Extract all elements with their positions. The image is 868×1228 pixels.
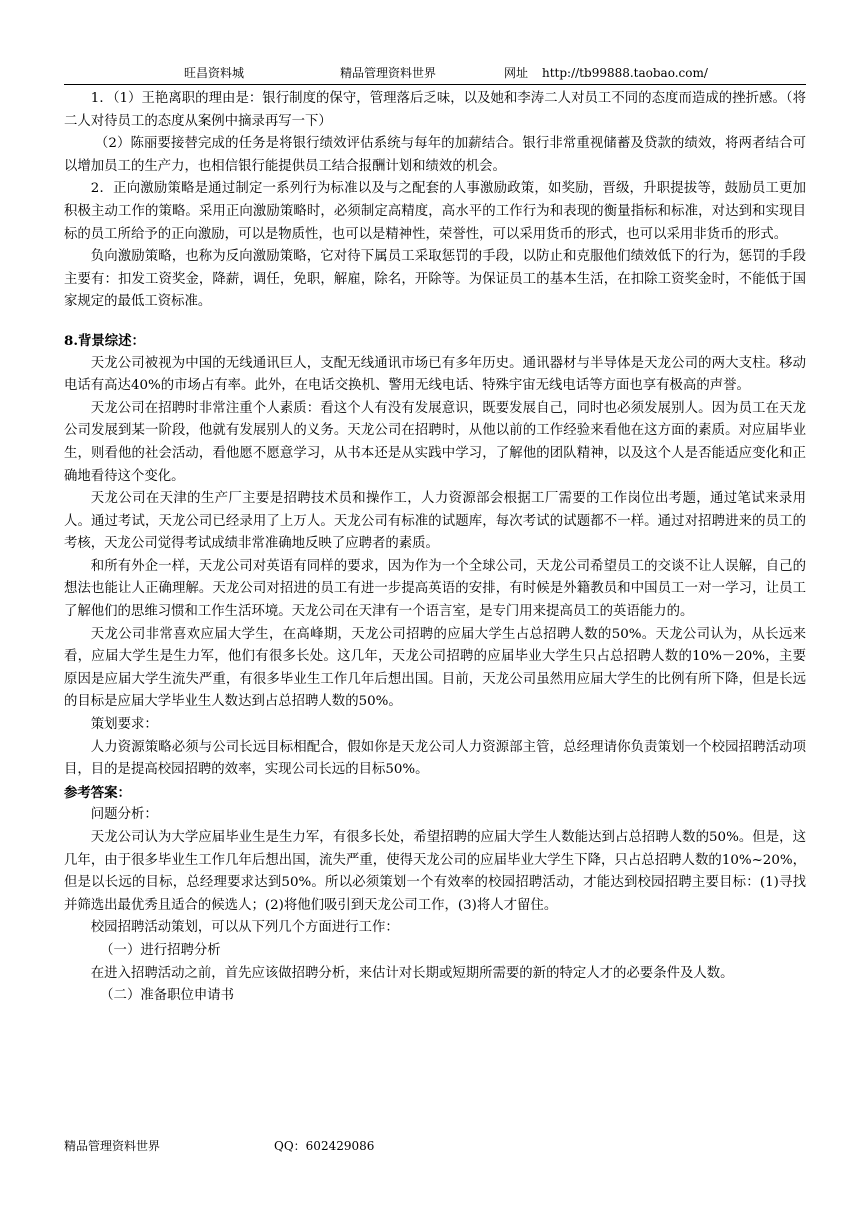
paragraph: 天龙公司认为大学应届毕业生是生力军，有很多长处，希望招聘的应届大学生人数能达到占总招聘人数的50%。但是，这几年，由于很多毕业生工作几年后想出国，流失严重，使得天龙公司的应届毕业大学生下降，只占总招聘人数的10%~20%，但是以长远的目标，总经理要求达到50%。所以必须策划一个有效率的校园招聘活动，才能达到校园招聘主要目标：(1)寻找并筛选出最优秀且适合的候选人；(2)将他们吸引到天龙公司工作，(3)将人才留住。 [64, 830, 806, 913]
paragraph: 校园招聘活动策划，可以从下列几个方面进行工作： [90, 920, 399, 936]
paragraph: （二）准备职位申请书 [100, 988, 235, 1004]
footer-qq: QQ：602429086 [274, 1139, 375, 1153]
header-site-label: 网址 [504, 66, 529, 80]
paragraph: 问题分析： [90, 807, 158, 823]
section-heading: 参考答案： [64, 784, 131, 801]
page-header [64, 64, 806, 85]
paragraph: 和所有外企一样，天龙公司对英语有同样的要求，因为作为一个全球公司，天龙公司希望员工的交谈不让人误解，自己的想法也能让人正确理解。天龙公司对招进的员工有进一步提高英语的安排，有时候是外籍教员和中国员工一对一学习，让员工了解他们的思维习惯和工作生活环境。天龙公司在天津有一个语言室，是专门用来提高员工的英语能力的。 [64, 558, 806, 620]
paragraph: 负向激励策略，也称为反向激励策略，它对待下属员工采取惩罚的手段，以防止和克服他们绩效低下的行为，惩罚的手段主要有：扣发工资奖金，降薪，调任，免职，解雇，除名，开除等。为保证员工的基本生活，在扣除工资奖金时，不能低于国家规定的最低工资标准。 [64, 249, 806, 310]
header-middle: 精品管理资料世界 [340, 66, 437, 80]
paragraph: 天龙公司非常喜欢应届大学生，在高峰期，天龙公司招聘的应届大学生占总招聘人数的50%。天龙公司认为，从长远来看，应届大学生是生力军，他们有很多长处。这几年，天龙公司招聘的应届毕业大学生只占总招聘人数的10%－20%，主要原因是应届大学生流失严重，有很多毕业生工作几年后想出国。目前，天龙公司虽然用应届大学生的比例有所下降，但是长远的目标是应届大学毕业生人数达到占总招聘人数的50%。 [64, 626, 806, 710]
paragraph: （一）进行招聘分析 [100, 942, 221, 958]
document-body [64, 88, 806, 1008]
paragraph: 在进入招聘活动之前，首先应该做招聘分析，来估计对长期或短期所需要的新的特定人才的必要条件及人数。 [90, 965, 734, 981]
paragraph: 2．正向激励策略是通过制定一系列行为标准以及与之配套的人事激励政策，如奖励，晋级，升职提拔等，鼓励员工更加积极主动工作的策略。采用正向激励策略时，必须制定高精度，高水平的工作行为和表现的衡量指标和标准，对达到和实现目标的员工所给予的正向激励，可以是物质性，也可以是精神性，荣誉性，可以采用货币的形式，也可以采用非货币的形式。 [64, 181, 806, 242]
paragraph: 1．（1）王艳离职的理由是：银行制度的保守，管理落后乏味，以及她和李涛二人对员工不同的态度而造成的挫折感。（将二人对待员工的态度从案例中摘录再写一下） [64, 91, 806, 129]
header-url[interactable]: http://tb99888.taobao.com/ [542, 66, 708, 80]
paragraph: 天龙公司在天津的生产厂主要是招聘技术员和操作工，人力资源部会根据工厂需要的工作岗位出考题，通过笔试来录用人。通过考试，天龙公司已经录用了上万人。天龙公司有标准的试题库，每次考试的试题都不一样。通过对招聘进来的员工的考核，天龙公司觉得考试成绩非常准确地反映了应聘者的素质。 [64, 491, 806, 552]
footer-left: 精品管理资料世界 [64, 1139, 161, 1153]
paragraph: 人力资源策略必须与公司长远目标相配合，假如你是天龙公司人力资源部主管，总经理请你负责策划一个校园招聘活动项目，目的是提高校园招聘的效率，实现公司长远的目标50%。 [64, 739, 806, 778]
section-heading: 8.背景综述： [64, 332, 145, 349]
header-left: 旺昌资料城 [184, 66, 245, 80]
paragraph: （2）陈丽要接替完成的任务是将银行绩效评估系统与每年的加薪结合。银行非常重视储蓄及贷款的绩效，将两者结合可以增加员工的生产力，也相信银行能提供员工结合报酬计划和绩效的机会。 [64, 136, 806, 174]
paragraph: 天龙公司在招聘时非常注重个人素质：看这个人有没有发展意识，既要发展自己，同时也必须发展别人。因为员工在天龙公司发展到某一阶段，他就有发展别人的义务。天龙公司在招聘时，从他以前的工作经验来看他在这方面的素质。对应届毕业生，则看他的社会活动，看他愿不愿意学习，从书本还是从实践中学习，了解他的团队精神，以及这个人是否能适应变化和正确地看待这个变化。 [64, 400, 806, 484]
paragraph: 策划要求： [90, 717, 158, 733]
paragraph: 天龙公司被视为中国的无线通讯巨人，支配无线通讯市场已有多年历史。通讯器材与半导体是天龙公司的两大支柱。移动电话有高达40%的市场占有率。此外，在电话交换机、警用无线电话、特殊宇宙无线电话等方面也享有极高的声誉。 [64, 355, 806, 394]
